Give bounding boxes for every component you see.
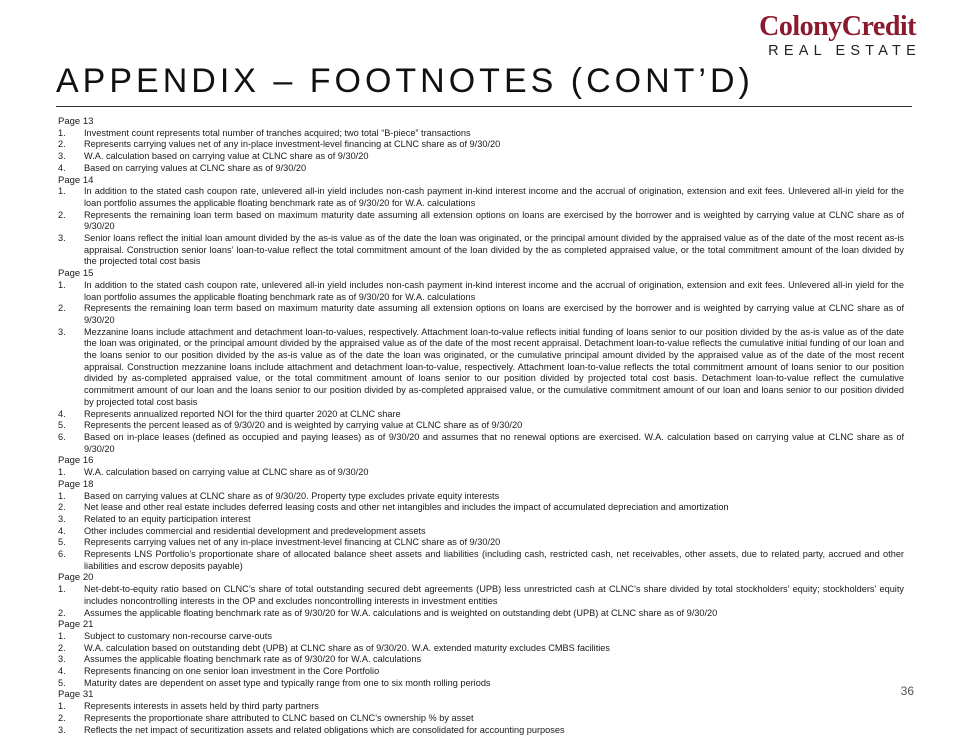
footnote-section [58,175,904,269]
footnote-list [58,491,904,573]
footnote-text: Mezzanine loans include attachment and detachment loan-to-values, respectively. Attachment loan-to-value reflects initial funding of loans senior to our position divided by the as-is value as of the date the loan was originated, or the principal amount divided by the appraised value as of the date of the most recent appraisal. Detachment loan-to-value reflects the cumulative initial funding of our loan and the loans senior to our position divided by the as-is value as of the date the loan was originated, or the cumulative principal amount divided by the appraised value as of the date of the most recent appraisal. Construction mezzanine loans include attachment and detachment loan-to-value, respectively. Attachment loan-to-value reflects the total commitment amount of loans senior to our position divided by as-completed appraised value, or the total commitment amount of loans senior to our position divided by projected total cost basis. Detachment loan-to-value reflect the cumulative commitment amount of our loan and the loans senior to our position divided by as-completed appraised value, or the cumulative commitment amount of our loan and loans senior to our position divided by projected total cost basis [84,326,904,407]
footnote-text: Represents annualized reported NOI for the third quarter 2020 at CLNC share [84,408,401,419]
footnote-text: Represents the remaining loan term based on maximum maturity date assuming all extension options on loans are exercised by the borrower and is weighted by carrying value at CLNC share as of 9/30/20 [84,209,904,232]
footnote-text: Subject to customary non-recourse carve-outs [84,630,272,641]
footnote-text: Represents the percent leased as of 9/30/20 and is weighted by carrying value at CLNC share as of 9/30/20 [84,420,523,431]
logo-tagline: REAL ESTATE [768,43,921,59]
footnote-number: 4. [58,666,66,677]
footnote-text: Net-debt-to-equity ratio based on CLNC’s share of total outstanding secured debt agreements (UPB) less unrestricted cash at CLNC’s share divided by total stockholders’ equity; stockholders’ equity includes noncontrolling interests in the OP and excludes noncontrolling interests in investment entities [84,584,904,606]
footnote-list [58,467,904,479]
footnote-text: Net lease and other real estate includes deferred leasing costs and other net intangibles and includes the impact of accumulated depreciation and amortization [84,502,729,513]
page-number: 36 [900,684,914,698]
footnote-text: Investment count represents total number of tranches acquired; two total “B-piece” transactions [84,127,471,138]
footnote-number: 1. [58,127,66,138]
footnote-item [58,608,904,620]
company-logo [759,11,921,59]
footnote-number: 2. [58,209,66,220]
footnote-item [58,491,904,503]
footnote-text: Senior loans reflect the initial loan amount divided by the as-is value as of the date the loan was originated, or the principal amount divided by the appraised value as of the date of the most recent as-is appraisal. Construction senior loans’ loan-to-value reflect the total commitment amount of the loan divided by the as completed appraised value, or the total commitment amount of the loan divided by the projected total cost basis [84,233,904,267]
footnote-section [58,268,904,455]
footnote-text: In addition to the stated cash coupon rate, unlevered all-in yield includes non-cash payment in-kind interest income and the accrual of origination, extension and exit fees. Unlevered all-in yield for the loan portfolio assumes the applicable floating benchmark rate as of 9/30/20 for W.A. calculations [84,279,904,302]
footnote-number: 5. [58,537,66,548]
footnote-item [58,713,904,725]
footnote-number: 2. [58,642,66,653]
footnote-item [58,643,904,655]
footnote-section [58,619,904,689]
footnote-item [58,467,904,479]
footnote-text: Based on carrying values at CLNC share as of 9/30/20. Property type excludes private equity interests [84,490,500,501]
footnote-item [58,210,904,233]
footnote-item [58,186,904,209]
footnote-item [58,502,904,514]
footnote-item [58,327,904,409]
footnote-text: Related to an equity participation interest [84,513,251,524]
footnote-number: 4. [58,525,66,536]
footnote-item [58,701,904,713]
footnote-list [58,280,904,456]
section-heading: Page 20 [58,572,94,584]
footnote-text: Assumes the applicable floating benchmark rate as of 9/30/20 for W.A. calculations and is weighted on outstanding debt (UPB) at CLNC share as of 9/30/20 [84,607,718,618]
footnote-text: Assumes the applicable floating benchmark rate as of 9/30/20 for W.A. calculations [84,654,422,665]
title-divider [56,106,912,107]
page-title: APPENDIX – FOOTNOTES (CONT’D) [56,62,754,100]
footnote-number: 4. [58,162,66,173]
footnote-text: W.A. calculation based on outstanding debt (UPB) at CLNC share as of 9/30/20. W.A. extended maturity excludes CMBS facilities [84,642,610,653]
footnote-number: 1. [58,701,66,712]
footnote-number: 5. [58,420,66,431]
footnote-text: Reflects the net impact of securitization assets and related obligations which are consolidated for accounting purposes [84,724,565,735]
footnote-number: 5. [58,677,66,688]
footnote-number: 1. [58,467,66,478]
footnote-number: 2. [58,139,66,150]
section-heading: Page 14 [58,174,94,186]
footnote-section [58,479,904,573]
footnote-list [58,186,904,268]
footnote-number: 2. [58,303,66,314]
footnote-item [58,549,904,572]
footnote-text: Represents the remaining loan term based on maximum maturity date assuming all extension options on loans are exercised by the borrower and is weighted by carrying value at CLNC share as of 9/30/20 [84,303,904,325]
footnote-item [58,631,904,643]
footnote-text: Represents carrying values net of any in-place investment-level financing at CLNC share as of 9/30/20 [84,139,501,150]
footnote-item [58,584,904,607]
footnote-section [58,455,904,478]
footnote-text: Represents interests in assets held by third party partners [84,701,319,712]
footnotes-body [58,116,904,736]
footnote-text: In addition to the stated cash coupon rate, unlevered all-in yield includes non-cash payment in-kind interest income and the accrual of origination, extension and exit fees. Unlevered all-in yield for the loan portfolio assumes the applicable floating benchmark rate as of 9/30/20 for W.A. calculations [84,186,904,208]
footnote-text: Represents LNS Portfolio’s proportionate share of allocated balance sheet assets and liabilities (including cash, restricted cash, net receivables, other assets, due to related party, accrued and other liabilities and escrow deposits payable) [84,549,904,571]
footnote-number: 1. [58,584,66,595]
footnote-number: 3. [58,233,66,244]
footnote-text: Based on carrying values at CLNC share as of 9/30/20 [84,162,307,173]
footnote-item [58,128,904,140]
footnote-section [58,116,904,175]
footnote-number: 1. [58,186,66,197]
footnote-number: 2. [58,502,66,513]
section-heading: Page 21 [58,619,94,631]
footnote-number: 1. [58,630,66,641]
footnote-text: Maturity dates are dependent on asset type and typically range from one to six month rolling periods [84,677,491,688]
footnote-number: 6. [58,549,66,560]
footnote-item [58,725,904,736]
section-heading: Page 16 [58,455,94,467]
footnote-item [58,151,904,163]
footnote-list [58,701,904,736]
footnote-text: Other includes commercial and residential development and predevelopment assets [84,525,426,536]
footnote-item [58,233,904,268]
footnote-number: 3. [58,513,66,524]
footnote-item [58,409,904,421]
footnote-number: 4. [58,408,66,419]
section-heading: Page 31 [58,689,94,701]
footnote-list [58,584,904,619]
footnote-item [58,537,904,549]
logo-wordmark: ColonyCredit [759,11,916,42]
footnote-text: Represents the proportionate share attributed to CLNC based on CLNC’s ownership % by asset [84,712,474,723]
footnote-item [58,432,904,455]
footnote-number: 3. [58,151,66,162]
footnote-item [58,163,904,175]
footnote-number: 2. [58,607,66,618]
footnote-number: 6. [58,431,66,442]
footnote-number: 3. [58,326,66,337]
footnote-list [58,631,904,690]
footnote-text: Based on in-place leases (defined as occupied and paying leases) as of 9/30/20 and assumes that no renewal options are exercised. W.A. calculation based on carrying value at CLNC share as of 9/30/20 [84,431,904,454]
footnote-text: Represents financing on one senior loan investment in the Core Portfolio [84,666,380,677]
footnote-section [58,689,904,736]
footnote-number: 2. [58,712,66,723]
footnote-text: W.A. calculation based on carrying value at CLNC share as of 9/30/20 [84,467,369,478]
footnote-item [58,514,904,526]
section-heading: Page 18 [58,478,94,490]
footnote-number: 1. [58,279,66,290]
section-heading: Page 13 [58,116,94,127]
footnote-number: 1. [58,490,66,501]
footnote-item [58,654,904,666]
footnote-number: 3. [58,654,66,665]
section-heading: Page 15 [58,268,94,280]
footnote-item [58,420,904,432]
footnote-text: W.A. calculation based on carrying value at CLNC share as of 9/30/20 [84,151,369,162]
footnote-item [58,139,904,151]
footnote-item [58,666,904,678]
footnote-item [58,526,904,538]
footnote-number: 3. [58,724,66,735]
footnote-text: Represents carrying values net of any in-place investment-level financing at CLNC share as of 9/30/20 [84,537,501,548]
footnote-item [58,280,904,303]
footnote-item [58,303,904,326]
footnote-section [58,572,904,619]
footnote-item [58,678,904,690]
footnote-list [58,128,904,175]
